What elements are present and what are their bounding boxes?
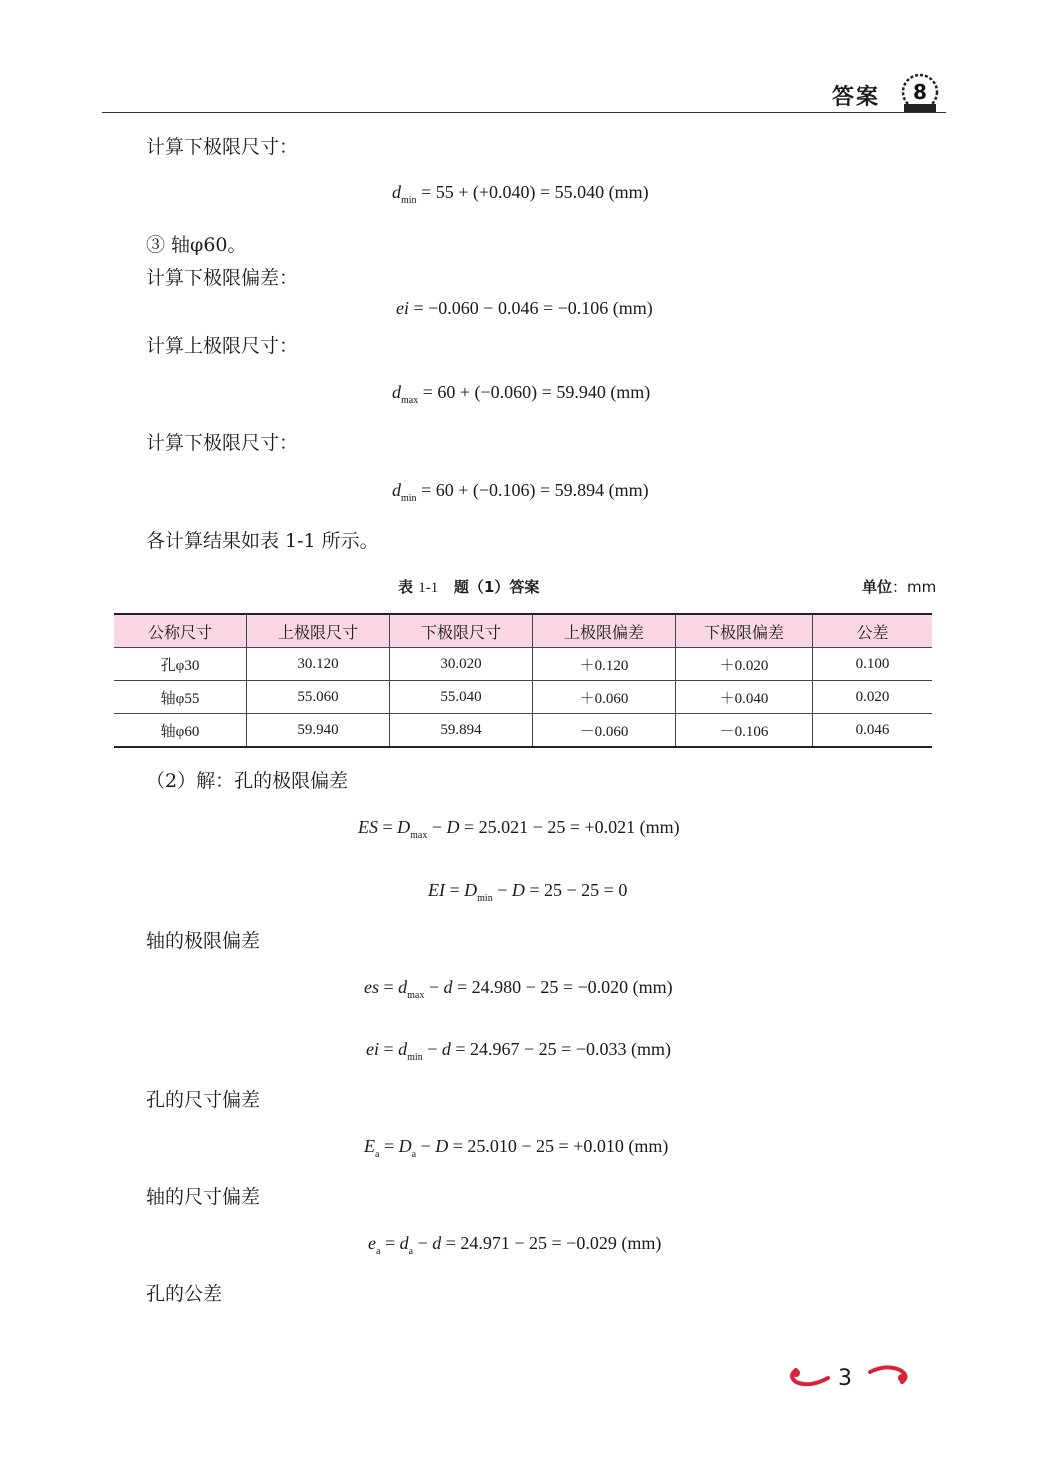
table-cell: 0.046: [813, 714, 933, 748]
column-header: 上极限偏差: [533, 614, 676, 648]
table-cell: ＋0.060: [533, 681, 676, 714]
part2-heading: （2）解：孔的极限偏差: [146, 770, 349, 792]
table-cell: 孔φ30: [114, 648, 247, 681]
column-header: 上极限尺寸: [247, 614, 390, 648]
table-cell: 59.894: [390, 714, 533, 748]
table-row: [114, 681, 932, 714]
column-header: 下极限尺寸: [390, 614, 533, 648]
table-cell: 0.020: [813, 681, 933, 714]
table-cell: －0.060: [533, 714, 676, 748]
equation-ES: ES = $D_{max} - D = 25.021 - 25 = +0.021$ (mm): [358, 817, 680, 841]
text-line: 各计算结果如表 1-1 所示。: [146, 530, 379, 552]
text-line: 轴的尺寸偏差: [146, 1186, 261, 1208]
table-caption: 表 1-1 题（1）答案: [398, 578, 540, 596]
table-cell: 55.060: [247, 681, 390, 714]
text-line: 轴的极限偏差: [146, 930, 261, 952]
left-swirl-icon: [786, 1364, 832, 1390]
equation-ei-60: ei = −0.060 − 0.046 = −0.106 (mm): [396, 298, 653, 318]
column-header: 公称尺寸: [114, 614, 247, 648]
equation-Ea: $E_a = D_a - D = 25.010 - 25 = +0.010$ (mm): [364, 1136, 669, 1160]
table-cell: 30.120: [247, 648, 390, 681]
equation-EI: EI = $D_{min} - D = 25 - 25 = 0$: [428, 880, 628, 904]
text-line: 计算下极限偏差：: [146, 267, 299, 289]
equation-dmax-60: $d_{max} = 60 + (-0.060) = 59.940$ (mm): [392, 382, 651, 406]
table-cell: 轴φ55: [114, 681, 247, 714]
table-header-row: [114, 614, 932, 648]
table-cell: ＋0.040: [676, 681, 813, 714]
header-title: 答案: [832, 84, 881, 110]
equation-ea: $e_a = d_a - d = 24.971 - 25 = -0.029$ (mm): [368, 1233, 662, 1257]
publisher-logo-icon: [896, 72, 944, 114]
table-row: [114, 714, 932, 748]
table-cell: －0.106: [676, 714, 813, 748]
right-swirl-icon: [866, 1362, 912, 1388]
table-cell: 轴φ60: [114, 714, 247, 748]
page-number: 3: [838, 1366, 852, 1391]
header-rule: [102, 112, 946, 113]
item-3: ③ 轴φ60。: [146, 234, 247, 256]
equation-dmin-55: $d_{min} = 55 + (+0.040) = 55.040$ (mm): [392, 182, 649, 206]
column-header: 下极限偏差: [676, 614, 813, 648]
table-cell: 59.940: [247, 714, 390, 748]
text-line: 计算下极限尺寸：: [146, 136, 299, 158]
column-header: 公差: [813, 614, 933, 648]
table-cell: ＋0.020: [676, 648, 813, 681]
text-line: 孔的尺寸偏差: [146, 1089, 261, 1111]
table-cell: 30.020: [390, 648, 533, 681]
equation-dmin-60: $d_{min} = 60 + (-0.106) = 59.894$ (mm): [392, 480, 649, 504]
svg-text:8: 8: [913, 80, 927, 104]
equation-ei: ei = $d_{min} - d = 24.967 - 25 = -0.033$ (mm): [366, 1039, 671, 1063]
text-line: 计算下极限尺寸：: [146, 432, 299, 454]
equation-es: es = $d_{max} - d = 24.980 - 25 = -0.020$ (mm): [364, 977, 673, 1001]
results-table: [114, 613, 932, 748]
text-line: 计算上极限尺寸：: [146, 335, 299, 357]
table-cell: 55.040: [390, 681, 533, 714]
table-cell: 0.100: [813, 648, 933, 681]
table-cell: ＋0.120: [533, 648, 676, 681]
text-line: 孔的公差: [146, 1283, 223, 1305]
table-unit: 单位：mm: [862, 578, 937, 596]
table-row: [114, 648, 932, 681]
